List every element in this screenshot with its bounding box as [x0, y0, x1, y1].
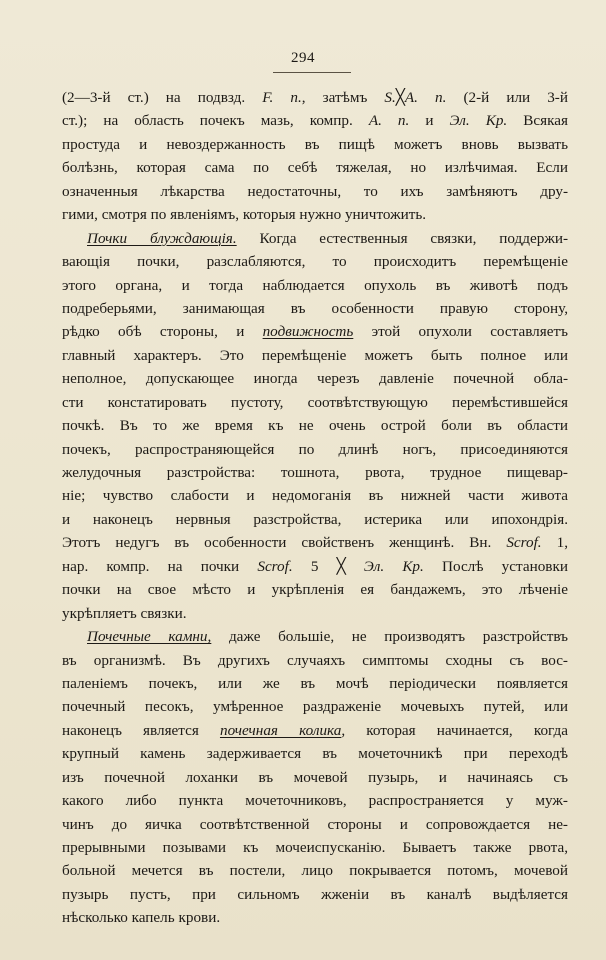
text-line: [62, 766, 568, 789]
text-segment: даже большіе, не производятъ разстройствъ: [211, 628, 568, 646]
text-segment: 1,: [541, 534, 568, 552]
emphasized-text: S.╳A. n.: [384, 89, 447, 106]
text-segment: крупный камень задерживается въ мочеточникѣ при переходѣ: [62, 745, 568, 763]
text-line: [62, 672, 568, 695]
text-segment: Когда естественныя связки, поддержи-: [236, 229, 568, 247]
emphasized-text: Почки блуждающія.: [87, 229, 237, 247]
emphasized-text: Почечные камни,: [87, 628, 212, 646]
text-segment: вающія почки, разслабляются, то происходитъ перемѣщеніе: [62, 253, 568, 271]
emphasized-text: F. n.: [262, 89, 302, 106]
text-line: [62, 578, 568, 601]
text-segment: больной мечется въ постели, лицо покрывается потомъ, мочевой: [62, 862, 568, 880]
text-segment: ніе; чувство слабости и недомоганія въ нижней части живота: [62, 487, 568, 505]
emphasized-text: Эл. Кр.: [449, 112, 508, 130]
text-segment: и наконецъ нервныя разстройства, истерика или ипохондрія.: [62, 510, 568, 528]
text-line: [62, 906, 568, 929]
page-number-rule: [273, 72, 351, 73]
text-segment: укрѣпляетъ связки.: [62, 604, 187, 622]
text-line: [62, 719, 568, 742]
text-segment: 5 ╳: [292, 557, 364, 575]
text-segment: простуда и невоздержанность въ пищѣ можетъ вновь вызвать: [62, 135, 568, 153]
text-segment: нѣсколько капель крови.: [62, 909, 221, 927]
text-segment: нар. компр. на почки: [62, 557, 258, 575]
text-line: [62, 156, 568, 179]
text-segment: болѣзнь, которая сама по себѣ тяжелая, но излѣчимая. Если: [62, 159, 568, 177]
text-line: [62, 508, 568, 531]
text-line: [62, 531, 568, 554]
text-line: [62, 250, 568, 273]
text-line: [62, 391, 568, 414]
text-segment: , затѣмъ: [301, 89, 385, 106]
text-segment: почки на свое мѣсто и укрѣпленія ея бандажемъ, это лѣченіе: [62, 581, 568, 599]
emphasized-text: Scrof.: [506, 534, 542, 552]
text-line: [62, 203, 568, 226]
emphasized-text: Scrof.: [257, 557, 293, 575]
text-line: [62, 484, 568, 507]
text-segment: чинъ до яичка соотвѣтственной стороны и сопровождается не-: [62, 815, 568, 833]
text-segment: (2-й или 3-й: [446, 89, 568, 106]
text-line: [62, 297, 568, 320]
text-line: [62, 227, 568, 250]
text-line: [62, 695, 568, 718]
emphasized-text: подвижность: [262, 323, 354, 341]
text-segment: наконецъ является: [62, 721, 220, 739]
text-segment: сти констатировать пустоту, соотвѣтствующую перемѣстившейся: [62, 393, 568, 411]
text-segment: въ организмѣ. Въ другихъ случаяхъ симптомы сходны съ вос-: [62, 651, 568, 669]
text-line: [62, 555, 568, 578]
text-line: [62, 133, 568, 156]
text-line: [62, 836, 568, 859]
text-line: [62, 859, 568, 882]
text-segment: означенныя лѣкарства недостаточны, то ихъ замѣняютъ дру-: [62, 182, 568, 200]
text-line: [62, 461, 568, 484]
emphasized-text: почечная колика: [219, 721, 342, 739]
text-segment: главный характеръ. Это перемѣщеніе можетъ быть полное или: [62, 346, 568, 364]
text-segment: , которая начинается, когда: [341, 721, 568, 739]
text-line: [62, 109, 568, 132]
body-text: [62, 86, 568, 930]
text-line: [62, 813, 568, 836]
text-segment: какого либо пункта мочеточниковъ, распространяется у муж-: [62, 792, 568, 810]
text-segment: пузырь пустъ, при сильномъ жженіи въ каналѣ выдѣляется: [62, 885, 568, 903]
text-segment: этого органа, и тогда наблюдается опухоль въ животѣ подъ: [62, 276, 568, 294]
page-number: 294: [291, 50, 315, 66]
text-segment: неполное, допускающее иногда черезъ давленіе почечной обла-: [62, 370, 568, 388]
text-segment: паленіемъ почекъ, или же въ мочѣ періодически появляется: [62, 674, 568, 692]
text-segment: прерывными позывами къ мочеиспусканію. Бываетъ также рвота,: [62, 839, 568, 856]
text-line: [62, 367, 568, 390]
text-segment: и: [409, 112, 450, 130]
text-line: [62, 344, 568, 367]
text-segment: рѣдко обѣ стороны, и: [62, 323, 263, 341]
text-line: [62, 438, 568, 461]
emphasized-text: A. n.: [368, 112, 410, 130]
text-line: [62, 649, 568, 672]
text-segment: почкѣ. Въ то же время къ не очень острой боли въ области: [62, 417, 568, 435]
text-segment: ст.); на область почекъ мазь, компр.: [62, 112, 369, 130]
text-line: [62, 414, 568, 437]
text-line: [62, 883, 568, 906]
text-segment: Всякая: [507, 112, 568, 130]
text-line: [62, 320, 568, 343]
text-line: [62, 86, 568, 109]
text-segment: почекъ, распространяющейся по длинѣ ногъ, присоединяются: [62, 440, 568, 458]
emphasized-text: Эл. Кр.: [363, 557, 424, 575]
text-line: [62, 742, 568, 765]
text-line: [62, 625, 568, 648]
text-line: [62, 602, 568, 625]
text-segment: подреберьями, занимающая въ особенности правую сторону,: [62, 299, 568, 317]
text-segment: изъ почечной лоханки въ мочевой пузырь, и начинаясь съ: [62, 768, 568, 786]
text-line: [62, 789, 568, 812]
text-segment: гими, смотря по явленіямъ, которыя нужно уничтожить.: [62, 206, 427, 224]
text-segment: Послѣ установки: [423, 557, 568, 575]
text-line: [62, 274, 568, 297]
text-segment: почечный песокъ, умѣренное раздраженіе мочевыхъ путей, или: [62, 698, 568, 716]
text-segment: (2—3-й ст.) на подвзд.: [62, 89, 263, 106]
text-line: [62, 180, 568, 203]
text-segment: желудочныя разстройства: тошнота, рвота, трудное пищевар-: [62, 464, 568, 481]
text-segment: этой опухоли составляетъ: [353, 323, 568, 341]
text-segment: Этотъ недугъ въ особенности свойственъ женщинѣ. Вн.: [62, 534, 507, 552]
